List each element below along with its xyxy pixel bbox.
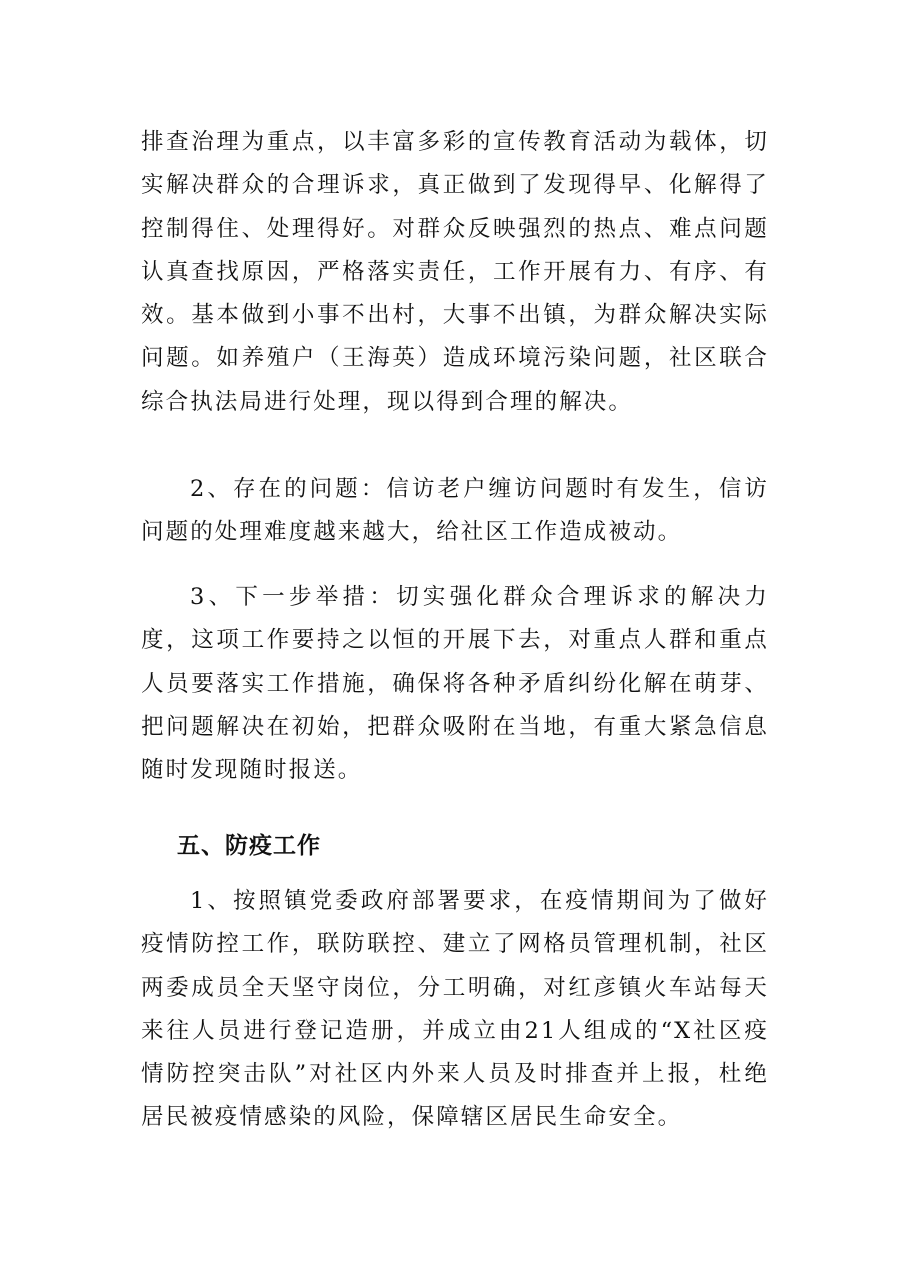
paragraph-epidemic-measures: 1、按照镇党委政府部署要求，在疫情期间为了做好疫情防控工作，联防联控、建立了网格员管理机制，社区两委成员全天坚守岗位，分工明确，对红彦镇火车站每天来往人员进行登记造册，并成立由21人组成的“X社区疫情防控突击队”对社区内外来人员及时排查并上报，杜绝居民被疫情感染的风险，保障辖区居民生命安全。 xyxy=(141,888,769,1131)
paragraph-existing-problems: 2、存在的问题：信访老户缠访问题时有发生，信访问题的处理难度越来越大，给社区工作造成被动。 xyxy=(141,476,769,546)
paragraph-next-steps: 3、下一步举措：切实强化群众合理诉求的解决力度，这项工作要持之以恒的开展下去，对重点人群和重点人员要落实工作措施，确保将各种矛盾纠纷化解在萌芽、把问题解决在初始，把群众吸附在当地，有重大紧急信息随时发现随时报送。 xyxy=(141,584,769,784)
section-heading-epidemic-prevention: 五、防疫工作 xyxy=(177,833,321,859)
paragraph-continuation: 排查治理为重点，以丰富多彩的宣传教育活动为载体，切实解决群众的合理诉求，真正做到了发现得早、化解得了控制得住、处理得好。对群众反映强烈的热点、难点问题认真查找原因，严格落实责任，工作开展有力、有序、有效。基本做到小事不出村，大事不出镇，为群众解决实际问题。如养殖户（王海英）造成环境污染问题，社区联合综合执法局进行处理，现以得到合理的解决。 xyxy=(141,129,769,415)
